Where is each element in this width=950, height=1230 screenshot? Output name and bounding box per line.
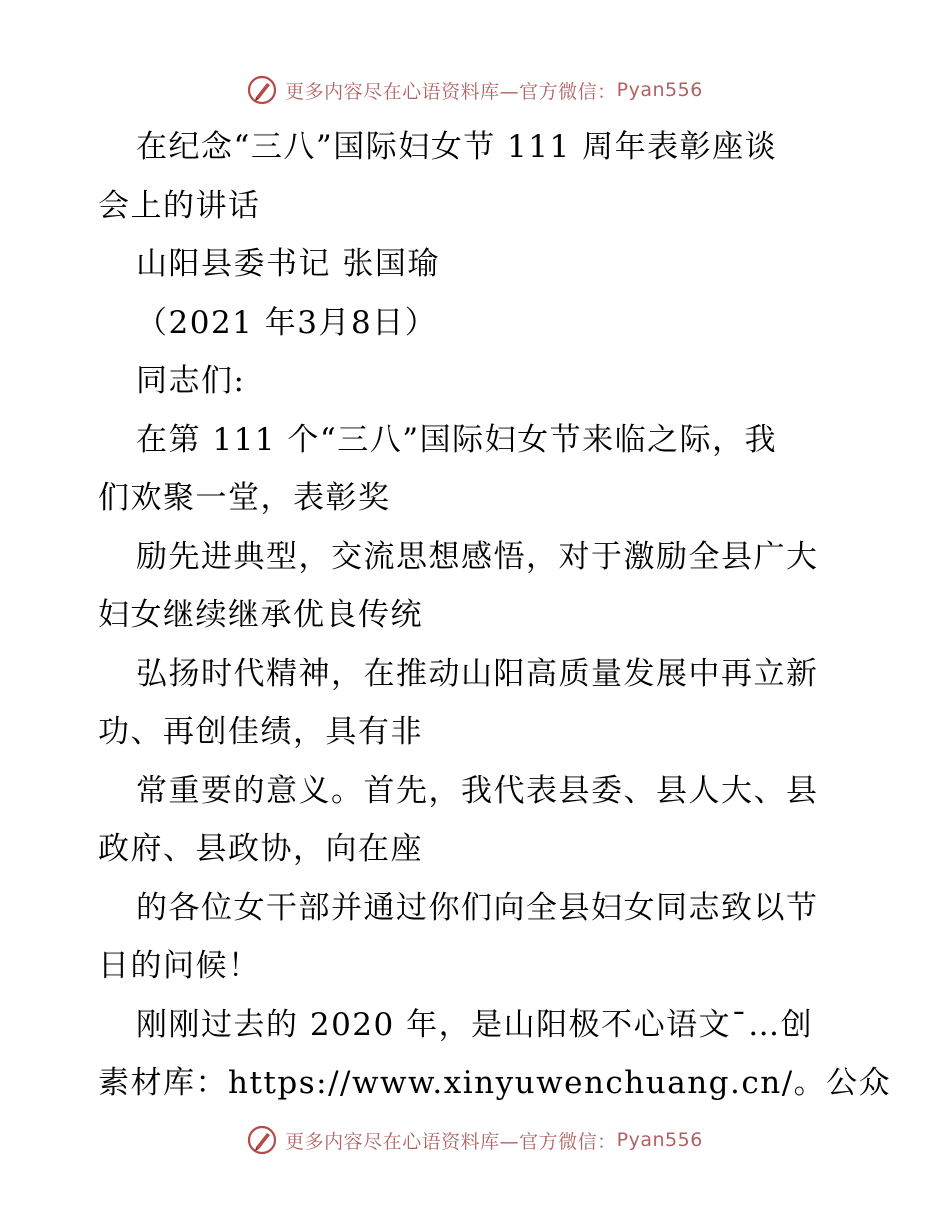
watermark-text: 更多内容尽在心语资料库—官方微信： [285,1130,617,1153]
text-line: 妇女继续继承优良传统 [98,597,423,633]
text-line: 们欢聚一堂，表彰奖 [98,480,391,516]
text-line: （2021 年3月8日） [136,304,438,341]
red-pen-circle-icon [247,1125,277,1155]
watermark-wechat-id: Pyan556 [616,1129,703,1151]
text-line: 常重要的意义。首先，我代表县委、县人大、县 [136,772,819,809]
text-line: 政府、县政协，向在座 [98,831,423,867]
watermark-header [0,70,950,110]
watermark-footer [0,1120,950,1160]
text-line: 在纪念“三八”国际妇女节 111 周年表彰座谈 [136,129,778,165]
text-line: 功、再创佳绩，具有非 [98,714,423,750]
text-line: 同志们: [136,363,246,399]
text-line: 日的问候！ [98,948,261,984]
text-line: 的各位女干部并通过你们向全县妇女同志致以节 [136,889,819,926]
text-line: 弘扬时代精神，在推动山阳高质量发展中再立新 [136,655,819,692]
document-body [98,118,892,1113]
text-line: 素材库：https://www.xinyuwenchuang.cn/。公众 [98,1065,892,1101]
watermark-text: 更多内容尽在心语资料库—官方微信： [285,80,617,103]
text-line: 会上的讲话 [98,187,261,224]
watermark-wechat-id: Pyan556 [616,79,703,101]
text-line: 在第 111 个“三八”国际妇女节来临之际，我 [136,421,778,458]
red-pen-circle-icon [247,75,277,105]
text-line: 山阳县委书记 张国瑜 [136,246,440,282]
text-line: 刚刚过去的 2020 年，是山阳极不心语文¯…创 [136,1006,814,1043]
text-line: 励先进典型，交流思想感悟，对于激励全县广大 [136,538,819,575]
